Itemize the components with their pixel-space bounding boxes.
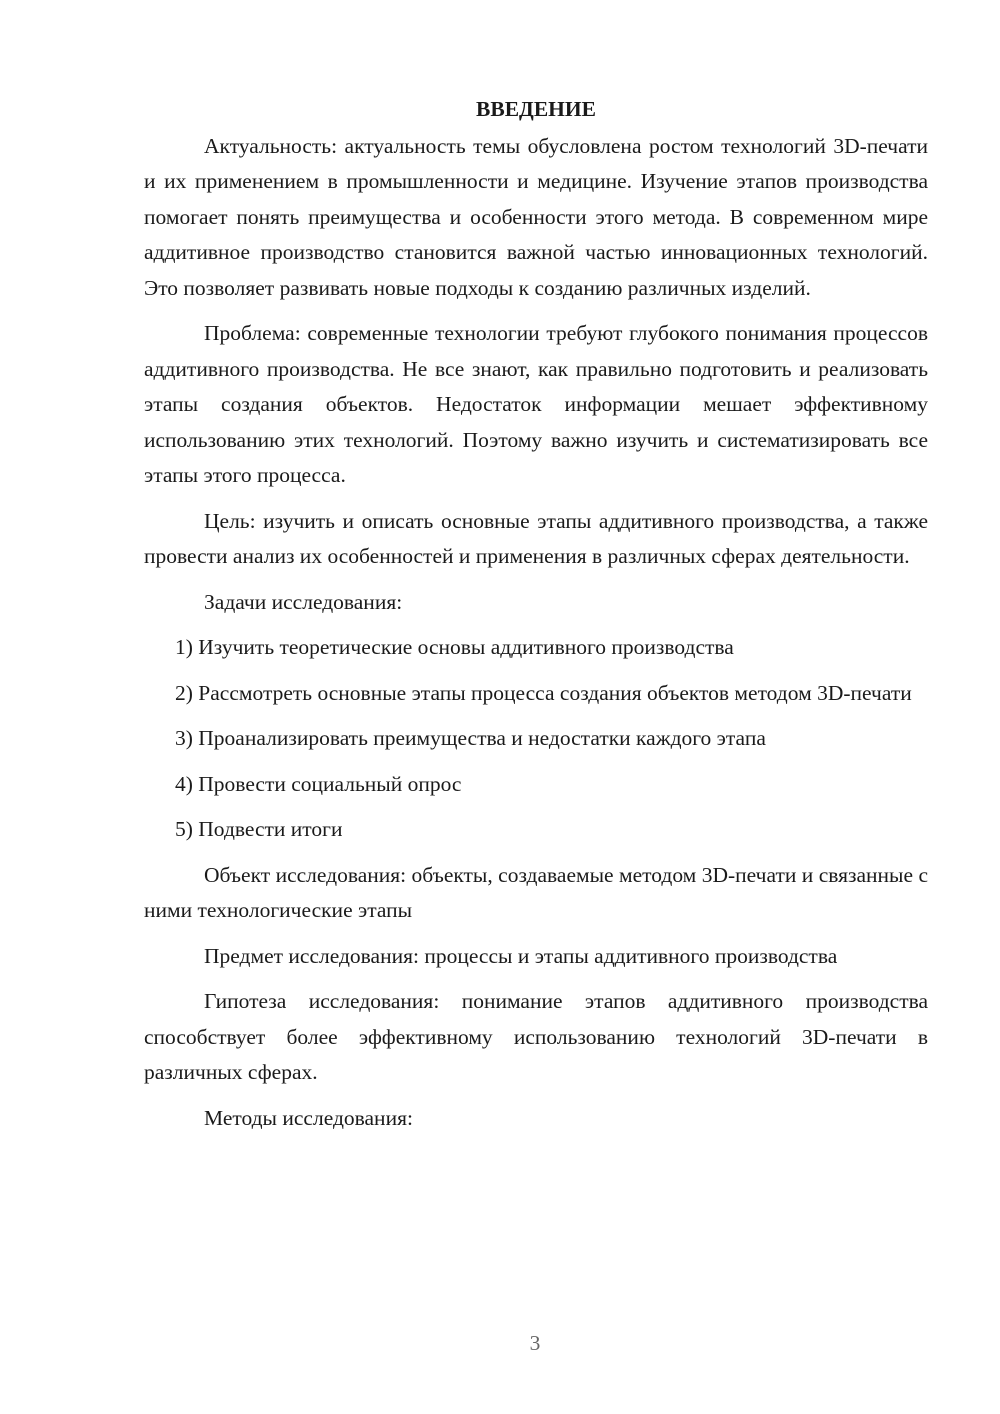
relevance-paragraph: Актуальность: актуальность темы обусловлена ростом технологий 3D-печати и их применением в промышленности и медицине. Изучение этапов производства помогает понять преимущества и особенности этого метода. В современном мире аддитивное производство становится важной частью инновационных технологий. Это позволяет развивать новые подходы к созданию различных изделий.	[144, 133, 928, 300]
problem-paragraph: Проблема: современные технологии требуют глубокого понимания процессов аддитивного производства. Не все знают, как правильно подготовить и реализовать этапы создания объектов. Недостаток информации мешает эффективному использованию этих технологий. Поэтому важно изучить и систематизировать все этапы этого процесса.	[144, 321, 928, 487]
tasks-heading: Задачи исследования:	[204, 589, 403, 614]
methods-heading: Методы исследования:	[204, 1105, 413, 1130]
object-paragraph: Объект исследования: объекты, создаваемые методом 3D-печати и связанные с ними технологические этапы	[144, 862, 928, 922]
tasks-list	[144, 630, 928, 848]
subject-paragraph: Предмет исследования: процессы и этапы аддитивного производства	[204, 943, 838, 968]
page-number: 3	[529, 1331, 541, 1355]
document-title: ВВЕДЕНИЕ	[476, 97, 596, 121]
task-item: 4) Провести социальный опрос	[175, 771, 462, 796]
document-page	[144, 92, 928, 1146]
goal-paragraph: Цель: изучить и описать основные этапы аддитивного производства, а также провести анализ их особенностей и применения в различных сферах деятельности.	[144, 508, 928, 568]
task-item: 3) Проанализировать преимущества и недостатки каждого этапа	[175, 726, 766, 750]
task-item: 2) Рассмотреть основные этапы процесса создания объектов методом 3D-печати	[175, 680, 912, 705]
task-item: 1) Изучить теоретические основы аддитивного производства	[175, 635, 734, 659]
hypothesis-paragraph: Гипотеза исследования: понимание этапов аддитивного производства способствует более эффективному использованию технологий 3D-печати в различных сферах.	[144, 989, 928, 1084]
task-item: 5) Подвести итоги	[175, 817, 343, 841]
